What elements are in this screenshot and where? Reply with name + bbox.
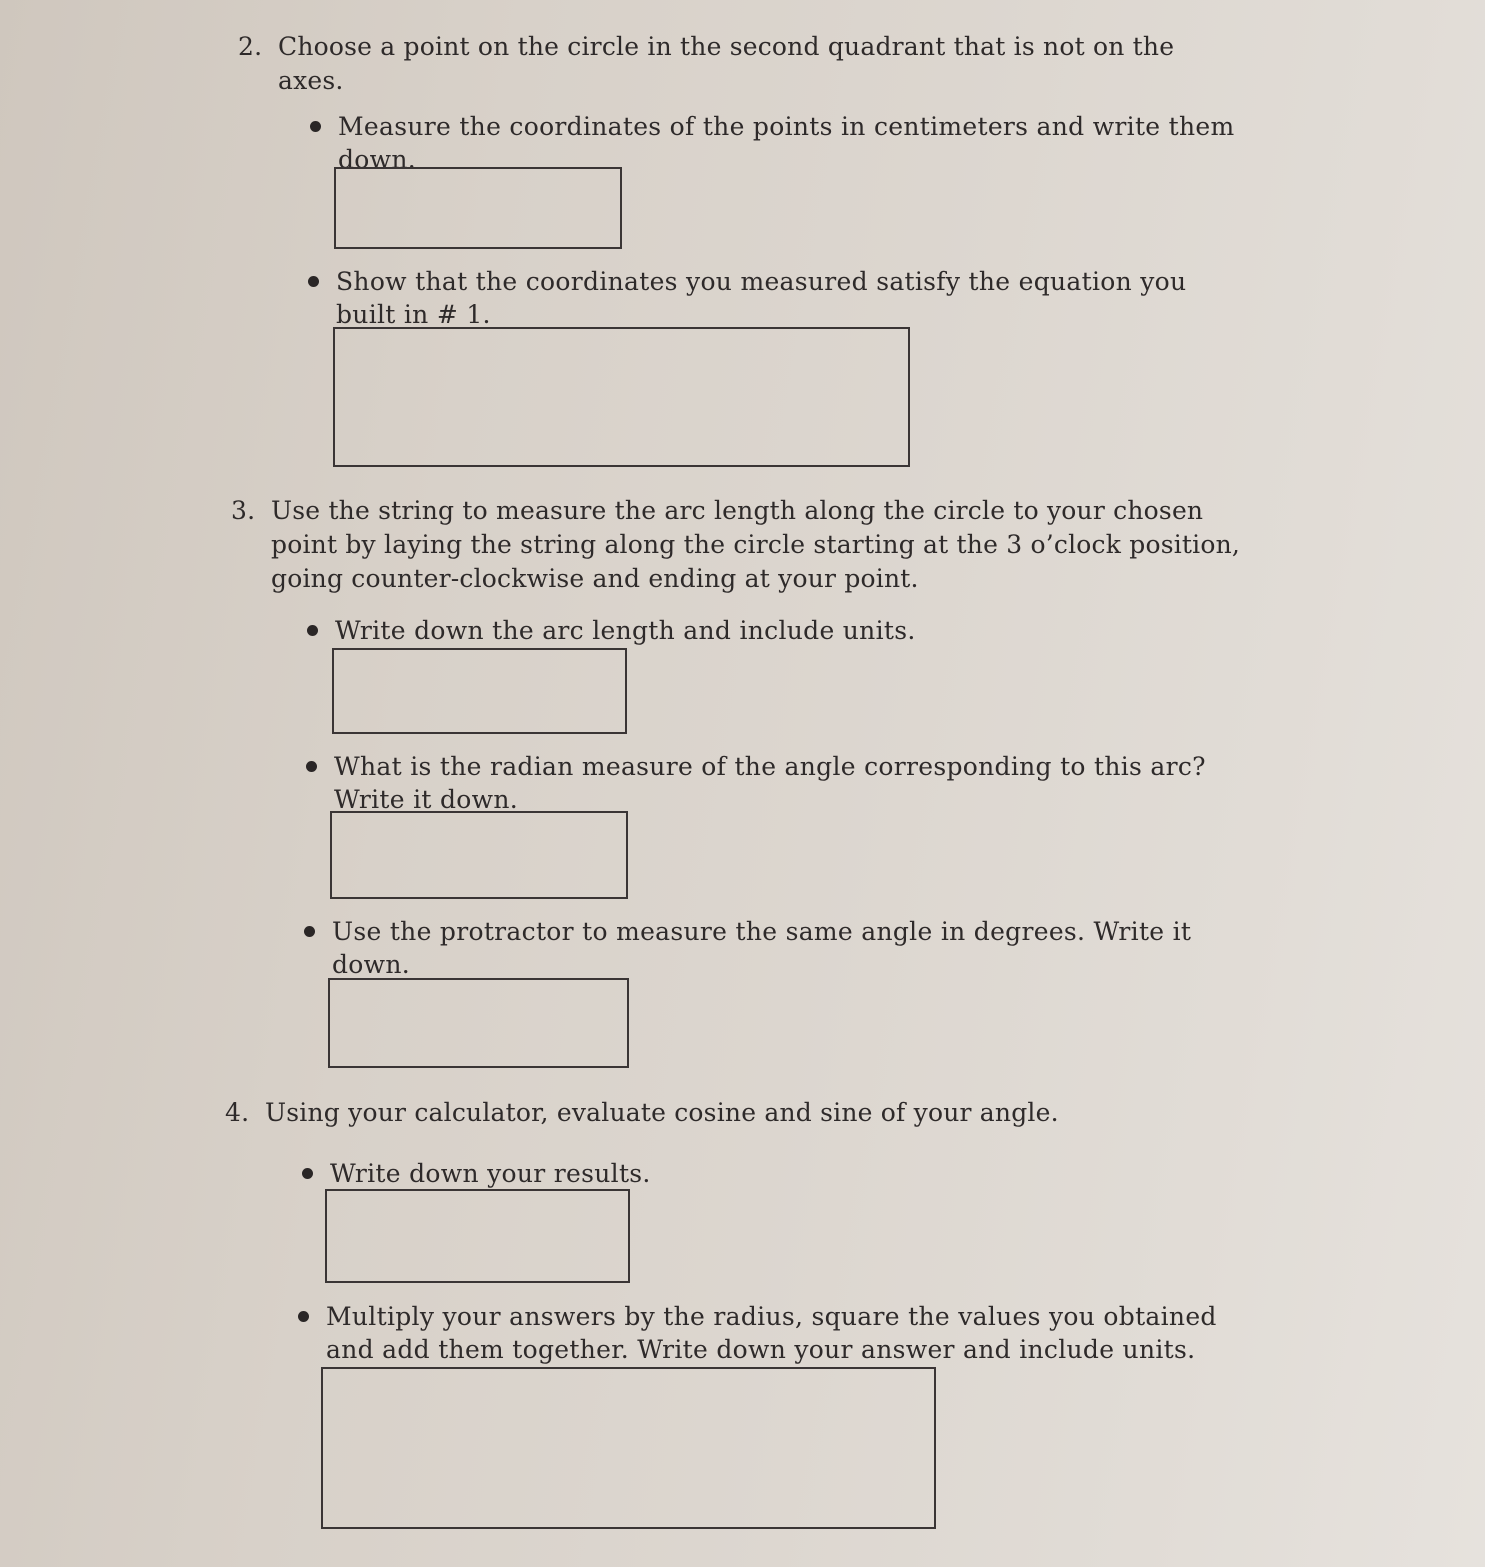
bullet-text-line: What is the radian measure of the angle corresponding to this arc?: [334, 752, 1206, 781]
bullet-dot-icon: [298, 1311, 309, 1322]
bullet-dot-icon: [307, 625, 318, 636]
question-number: 2.: [238, 32, 263, 61]
bullet-text-line: Multiply your answers by the radius, square the values you obtained: [326, 1302, 1217, 1331]
answer-box[interactable]: [332, 648, 627, 734]
bullet-dot-icon: [304, 926, 315, 937]
question-number: 4.: [225, 1098, 250, 1127]
bullet-text-line: and add them together. Write down your answer and include units.: [326, 1335, 1196, 1364]
bullet-item: [330, 1157, 651, 1190]
question-4: [225, 1096, 1059, 1130]
bullet-dot-icon: [302, 1168, 313, 1179]
question-text-line: going counter-clockwise and ending at your point.: [271, 564, 919, 593]
bullet-text-line: Measure the coordinates of the points in centimeters and write them: [338, 112, 1235, 141]
bullet-text-line: Write down the arc length and include units.: [335, 616, 916, 645]
question-3: [231, 494, 1241, 596]
bullet-text-line: Write down your results.: [330, 1159, 651, 1188]
question-number: 3.: [231, 496, 256, 525]
bullet-item: [334, 750, 1206, 816]
bullet-dot-icon: [310, 121, 321, 132]
answer-box[interactable]: [321, 1367, 936, 1529]
question-text-line: axes.: [278, 66, 344, 95]
bullet-text-line: Show that the coordinates you measured satisfy the equation you: [336, 267, 1187, 296]
bullet-text-line: built in # 1.: [336, 300, 491, 329]
bullet-text-line: Write it down.: [334, 785, 518, 814]
bullet-text-line: down.: [332, 950, 411, 979]
bullet-dot-icon: [308, 276, 319, 287]
bullet-item: [335, 614, 916, 647]
question-text-line: point by laying the string along the circle starting at the 3 o’clock position,: [271, 530, 1241, 559]
bullet-item: [326, 1300, 1217, 1366]
bullet-item: [332, 915, 1191, 981]
answer-box[interactable]: [334, 167, 622, 249]
question-text-line: Using your calculator, evaluate cosine and sine of your angle.: [265, 1098, 1059, 1127]
bullet-text-line: down.: [338, 145, 417, 174]
question-2: [238, 30, 1175, 98]
question-text-line: Use the string to measure the arc length along the circle to your chosen: [271, 496, 1204, 525]
answer-box[interactable]: [330, 811, 628, 899]
answer-box[interactable]: [328, 978, 629, 1068]
bullet-text-line: Use the protractor to measure the same angle in degrees. Write it: [332, 917, 1192, 946]
question-text-line: Choose a point on the circle in the second quadrant that is not on the: [278, 32, 1175, 61]
answer-box[interactable]: [333, 327, 910, 467]
answer-box[interactable]: [325, 1189, 630, 1283]
bullet-item: [336, 265, 1186, 331]
bullet-dot-icon: [306, 761, 317, 772]
